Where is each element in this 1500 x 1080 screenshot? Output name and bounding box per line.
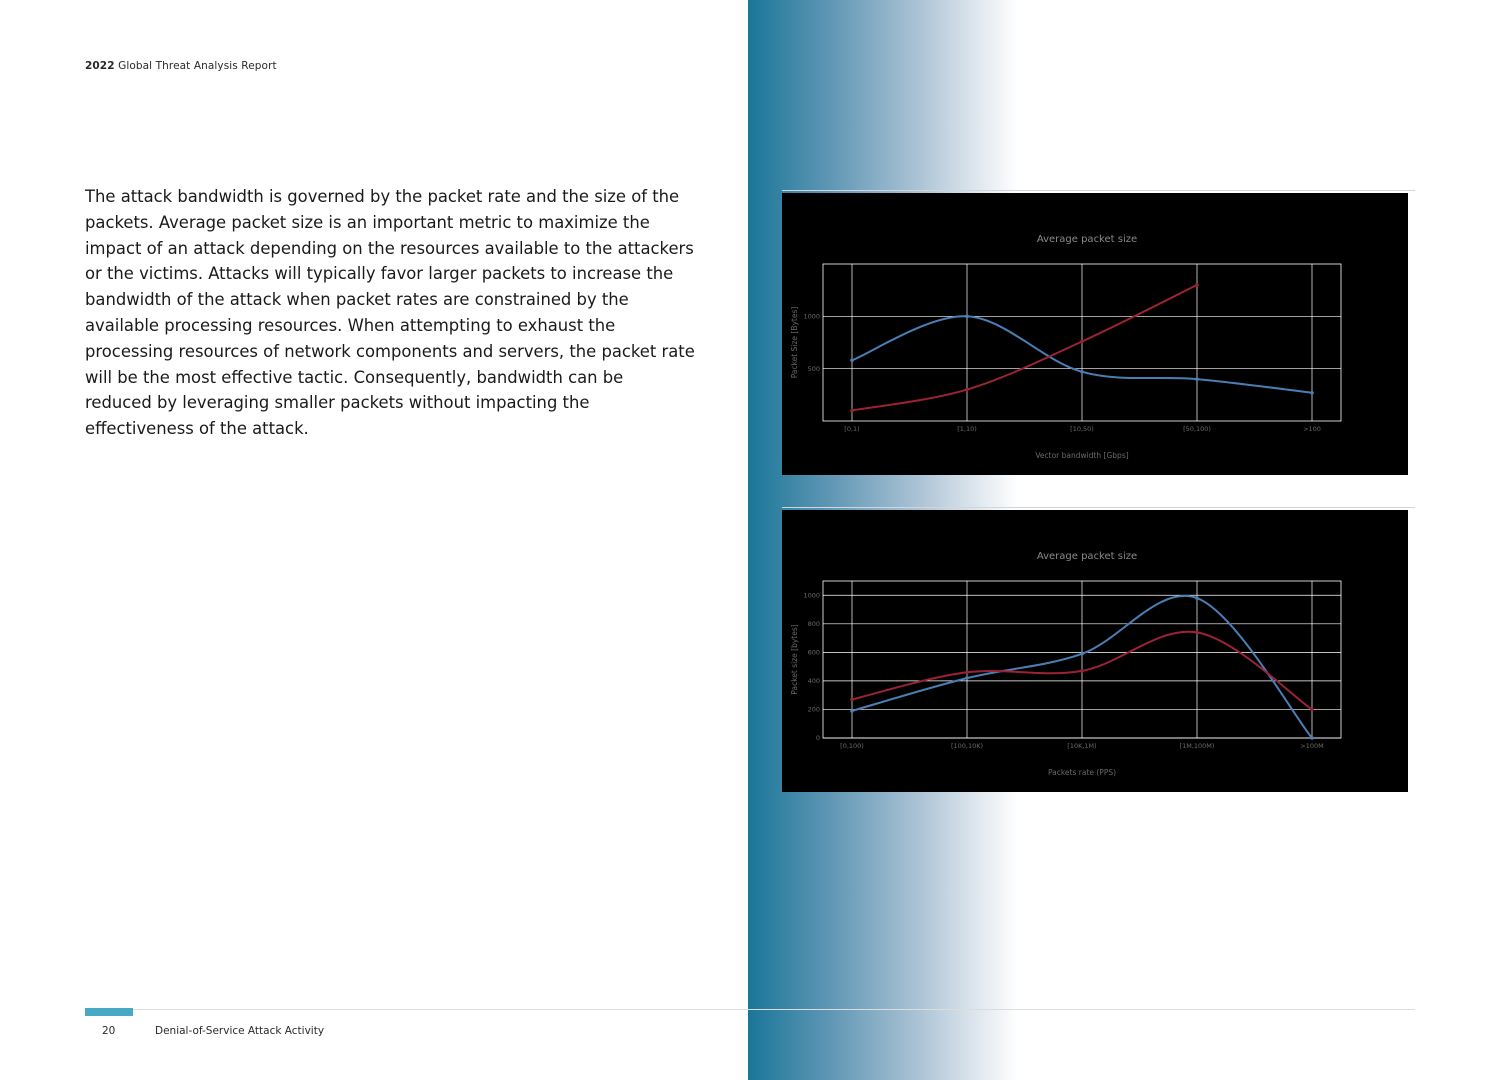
chart-bandwidth-panel: [782, 193, 1408, 475]
data-point: [965, 676, 969, 680]
data-point: [1195, 283, 1199, 287]
x-tick-label: >100: [1303, 425, 1321, 433]
x-axis-label: Vector bandwidth [Gbps]: [1035, 451, 1129, 460]
y-tick-label: 0: [815, 734, 820, 743]
data-point: [850, 698, 854, 702]
data-point: [1195, 377, 1199, 381]
section-name: Denial-of-Service Attack Activity: [155, 1025, 325, 1037]
data-point: [1080, 370, 1084, 374]
y-tick-label: 200: [807, 705, 820, 714]
x-tick-label: [1,10): [957, 425, 977, 433]
data-point: [1080, 340, 1084, 344]
chart-packet-rate: [782, 510, 1408, 792]
y-tick-label: 1000: [803, 312, 820, 321]
y-axis-label: Packet Size [Bytes]: [790, 306, 799, 379]
data-point: [850, 709, 854, 713]
chart-packet-rate-panel: [782, 510, 1408, 792]
x-tick-label: [0,1): [844, 425, 860, 433]
chart-title: Average packet size: [1036, 234, 1138, 245]
y-tick-label: 600: [807, 648, 820, 657]
data-point: [965, 388, 969, 392]
x-tick-label: [100,10K): [950, 742, 984, 750]
data-point: [1310, 391, 1314, 395]
data-point: [850, 409, 854, 413]
x-tick-label: >100M: [1300, 742, 1324, 750]
page-number: 20: [102, 1025, 116, 1037]
data-point: [1195, 631, 1199, 635]
data-point: [1080, 669, 1084, 673]
report-title: Global Threat Analysis Report: [118, 60, 277, 72]
footer-accent-bar: [85, 1008, 133, 1016]
x-tick-label: [10K,1M): [1067, 742, 1097, 750]
y-tick-label: 800: [807, 620, 820, 629]
chart-top-rule: [782, 190, 1415, 191]
data-point: [1080, 652, 1084, 656]
series-line: [852, 285, 1197, 411]
x-tick-label: [50,100): [1183, 425, 1211, 433]
data-point: [850, 358, 854, 362]
report-year: 2022: [85, 60, 115, 72]
y-tick-label: 1000: [803, 591, 820, 600]
y-tick-label: 400: [807, 677, 820, 686]
chart-title: Average packet size: [1036, 551, 1138, 562]
body-paragraph: The attack bandwidth is governed by the packet rate and the size of the packets. Average packet size is an important metric to maximize the impact of an attack depending on the resources available to the attackers or the victims. Attacks will typically favor larger packets to increase the bandwidth of the attack when packet rates are constrained by the available processing resources. When attempting to exhaust the processing resources of network components and servers, the packet rate will be the most effective tactic. Consequently, bandwidth can be reduced by leveraging smaller packets without impacting the effectiveness of the attack.: [85, 187, 695, 439]
data-point: [1310, 736, 1314, 740]
x-tick-label: [0,100): [840, 742, 864, 750]
x-axis-label: Packets rate (PPS): [1047, 768, 1117, 777]
data-point: [1195, 596, 1199, 600]
chart-top-rule: [782, 507, 1415, 508]
y-tick-label: 500: [807, 364, 820, 373]
data-point: [965, 671, 969, 675]
y-axis-label: Packet size [bytes]: [790, 624, 799, 695]
data-point: [1310, 708, 1314, 712]
chart-bandwidth: [782, 193, 1408, 475]
data-point: [965, 315, 969, 319]
x-tick-label: [1M,100M): [1179, 742, 1215, 750]
x-tick-label: [10,50): [1070, 425, 1094, 433]
report-header: [85, 60, 277, 72]
footer-rule: [85, 1009, 1415, 1010]
